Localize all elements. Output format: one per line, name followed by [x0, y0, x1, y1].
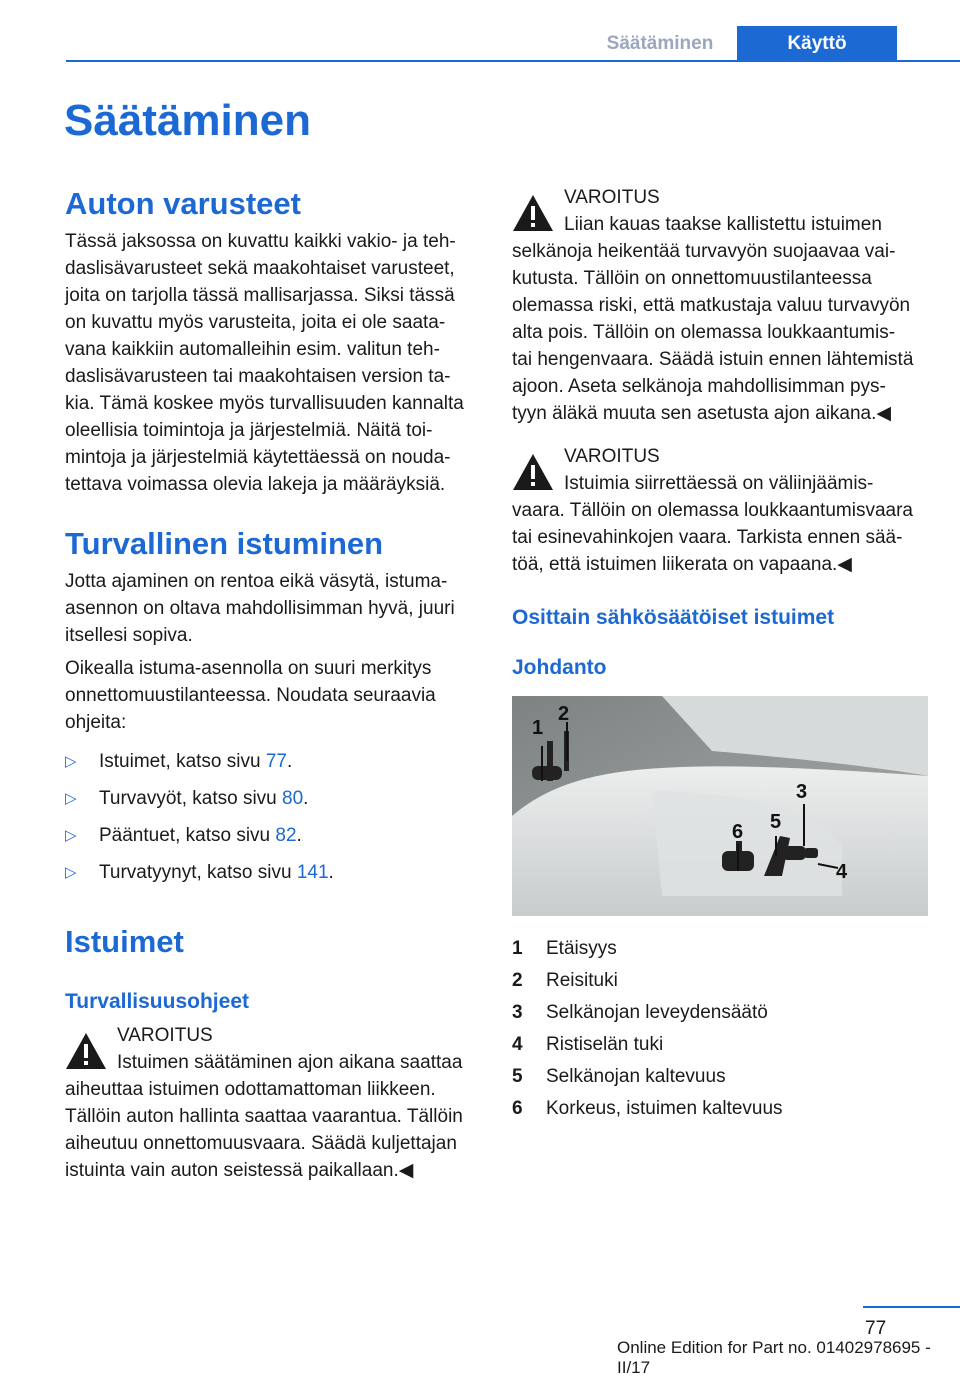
list-item: ▷ Pääntuet, katso sivu 82. — [65, 822, 479, 849]
heading-partial-electric-seats: Osittain sähkösäätöiset istuimet — [512, 606, 835, 629]
figure-label: 1 — [532, 717, 544, 739]
figure-label: 2 — [558, 703, 570, 725]
warning-block-1: VAROITUS Istuimen säätäminen ajon aikana saattaa aiheuttaa istuimen odottamattoman liikkeen. Tällöin auton hallinta saattaa vaarantua. Tällöin aiheutuu onnettomuusvaara. Säädä kuljettajan istuinta vain auton seistessä paikallaan.◀ — [65, 1022, 479, 1184]
reference-list — [65, 748, 479, 886]
figure-label: 6 — [732, 821, 744, 843]
warning-icon — [512, 453, 554, 491]
header-section-tab[interactable]: Säätäminen — [606, 33, 714, 54]
warning-icon — [65, 1032, 107, 1070]
list-item: ▷ Turvatyynyt, katso sivu 141. — [65, 859, 479, 886]
heading-introduction: Johdanto — [512, 656, 607, 679]
warning-body: selkänoja heikentää turvavyön suojaavaa vai- kutusta. Tällöin on onnettomuustilanteessa olemassa riski, että matkustaja valuu turvavyön alta pois. Tällöin on olemassa loukkaantumis- tai hengenvaara. Säädä istuin ennen lähtemistä ajoon. Aseta selkänoja mahdollisimman pys- tyyn äläkä muuta sen asetusta ajon aikana.◀ — [512, 241, 914, 424]
warning-block-2: VAROITUS Liian kauas taakse kallistettu istuimen selkänoja heikentää turvavyön suojaavaa vai- kutusta. Tällöin on onnettomuustilanteessa olemassa riski, että matkustaja valuu turvavyön alta pois. Tällöin on olemassa loukkaantumis- tai hengenvaara. Säädä istuin ennen lähtemistä ajoon. Aseta selkänoja mahdollisimman pys- tyyn äläkä muuta sen asetusta ajon aikana.◀ — [512, 184, 926, 427]
header-chapter-tab[interactable]: Käyttö — [737, 26, 897, 62]
legend-row: 6 Korkeus, istuimen kaltevuus — [512, 1098, 783, 1119]
seat-controls-figure — [512, 696, 928, 916]
warning-body: aiheuttaa istuimen odottamattoman liikkeen. Tällöin auton hallinta saattaa vaarantua. Tällöin aiheutuu onnettomuusvaara. Säädä kuljettajan istuinta vain auton seistessä paikallaan.◀ — [65, 1079, 463, 1181]
figure-label: 4 — [836, 861, 848, 883]
warning-title: VAROITUS — [117, 1025, 213, 1046]
right-column — [512, 184, 926, 1125]
legend-row: 5 Selkänojan kaltevuus — [512, 1066, 726, 1087]
triangle-bullet-icon: ▷ — [65, 864, 77, 881]
legend-row: 4 Ristiselän tuki — [512, 1034, 664, 1055]
page-link[interactable]: 80 — [282, 788, 304, 809]
triangle-bullet-icon: ▷ — [65, 827, 77, 844]
page-number: 77 — [865, 1318, 887, 1339]
edition-text: Online Edition for Part no. 01402978695 - II/17 — [617, 1338, 931, 1377]
heading-seats: Istuimet — [65, 924, 184, 959]
page-link[interactable]: 141 — [296, 862, 329, 883]
figure-label: 5 — [770, 811, 782, 833]
warning-body: vaara. Tällöin on olemassa loukkaantumisvaara tai esinevahinkojen vaara. Tarkista ennen sää- töä, että istuimen liikerata on vapaana.◀ — [512, 500, 913, 575]
heading-safety-instructions: Turvallisuusohjeet — [65, 990, 249, 1013]
legend-row: 3 Selkänojan leveydensäätö — [512, 1002, 768, 1023]
heading-safe-sitting: Turvallinen istuminen — [65, 526, 384, 561]
warning-title: VAROITUS — [564, 187, 660, 208]
figure-label: 3 — [796, 781, 808, 803]
safe-paragraph-2: Oikealla istuma-asennolla on suuri merkitys onnettomuustilanteessa. Noudata seuraavia ohjeita: — [65, 658, 436, 733]
triangle-bullet-icon: ▷ — [65, 790, 77, 807]
left-column — [65, 186, 479, 1184]
heading-equipment: Auton varusteet — [65, 186, 301, 221]
figure-legend — [512, 933, 926, 1125]
list-item: ▷ Turvavyöt, katso sivu 80. — [65, 785, 479, 812]
header-rule — [66, 60, 960, 62]
page-header — [583, 26, 897, 62]
legend-row: 2 Reisituki — [512, 970, 618, 991]
equipment-paragraph: Tässä jaksossa on kuvattu kaikki vakio- ja teh- daslisävarusteet sekä maakohtaiset varusteet, joita on tarjolla tässä mallisarjassa. Siksi tässä on kuvattu myös varusteita, joita ei ole saata- vana kaikkiin automalleihin esim. valitun teh- daslisävarusteen tai maakohtaisen version ta- kia. Tämä koskee myös turvallisuuden kannalta oleellisia toimintoja ja järjestelmiä. Näitä toi- mintoja ja järjestelmiä käytettäessä on nouda- tettava voimassa olevia lakeja ja määräyksiä. — [65, 231, 464, 495]
safe-paragraph-1: Jotta ajaminen on rentoa eikä väsytä, istuma- asennon on oltava mahdollisimman hyvä, juuri itsellesi sopiva. — [65, 571, 455, 646]
page-title: Säätäminen — [64, 96, 311, 145]
list-item: ▷ Istuimet, katso sivu 77. — [65, 748, 479, 775]
page-link[interactable]: 82 — [275, 825, 297, 846]
footer-rule — [863, 1306, 960, 1308]
triangle-bullet-icon: ▷ — [65, 753, 77, 770]
warning-title: VAROITUS — [564, 446, 660, 467]
warning-block-3: VAROITUS Istuimia siirrettäessä on väliinjäämis- vaara. Tällöin on olemassa loukkaantumisvaara tai esinevahinkojen vaara. Tarkista ennen sää- töä, että istuimen liikerata on vapaana.◀ — [512, 443, 926, 578]
warning-icon — [512, 194, 554, 232]
legend-row: 1 Etäisyys — [512, 938, 617, 959]
page-link[interactable]: 77 — [265, 751, 287, 772]
